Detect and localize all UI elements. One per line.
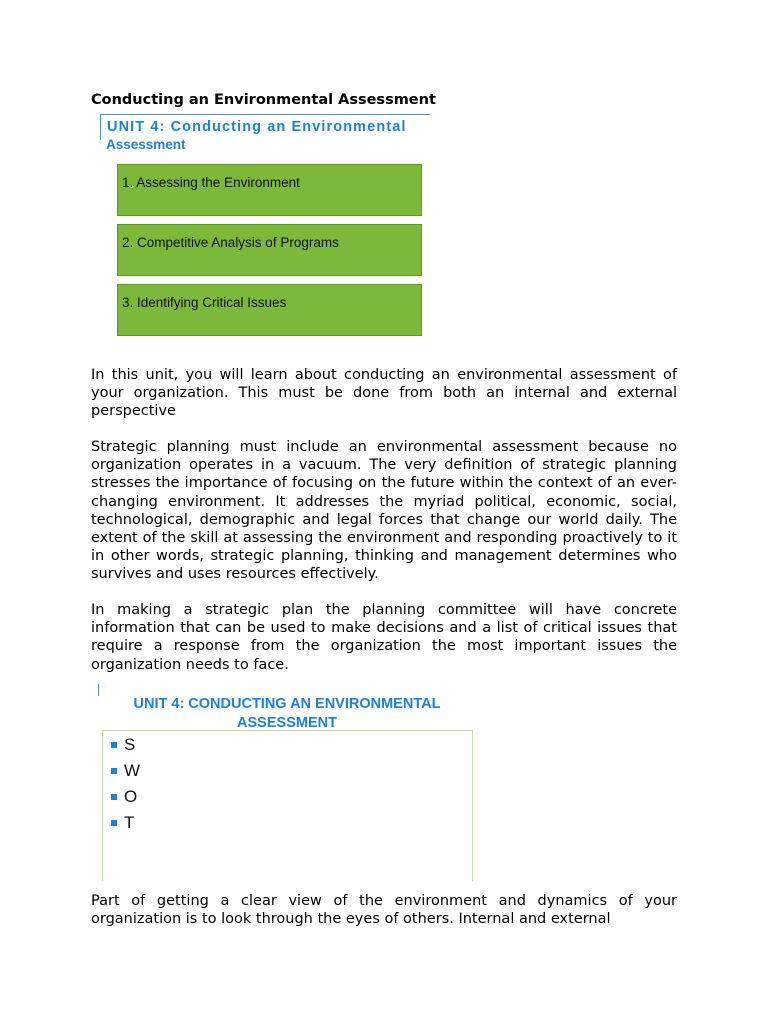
swot-content-box (102, 730, 473, 881)
outline-item-label: 1. Assessing the Environment (122, 175, 300, 190)
slide-swot (98, 680, 476, 883)
swot-bullet-o (111, 787, 137, 807)
square-bullet-icon (111, 794, 117, 800)
outline-box-assessing (117, 164, 422, 216)
paragraph-eyes-of-others: Part of getting a clear view of the environment and dynamics of your organization is to look through the eyes of others. Internal and external (91, 893, 677, 928)
swot-bullet-w (111, 761, 140, 781)
outline-item-label: 3. Identifying Critical Issues (122, 295, 287, 310)
slide-left-rule (100, 114, 101, 140)
swot-title-line1: UNIT 4: CONDUCTING AN ENVIRONMENTAL (133, 696, 441, 712)
square-bullet-icon (111, 820, 117, 826)
document-heading: Conducting an Environmental Assessment (91, 92, 436, 108)
swot-bullet-label: T (124, 813, 135, 832)
outline-box-critical (117, 284, 422, 336)
swot-slide-title (98, 695, 476, 733)
swot-bullet-label: W (124, 761, 141, 780)
square-bullet-icon (111, 742, 117, 748)
swot-bullet-label: O (124, 787, 138, 806)
outline-box-competitive (117, 224, 422, 276)
swot-bullet-s (111, 735, 135, 755)
slide-title-line1: UNIT 4: Conducting an Environmental (107, 119, 407, 135)
swot-bullet-t (111, 813, 134, 833)
outline-item-label: 2. Competitive Analysis of Programs (122, 235, 339, 250)
paragraph-intro: In this unit, you will learn about conducting an environmental assessment of your organization. This must be done from both an internal and external perspective (91, 367, 677, 420)
slide-unit4-outline (100, 114, 430, 346)
swot-bullet-label: S (124, 735, 136, 754)
paragraph-strategic-planning: Strategic planning must include an environmental assessment because no organization operates in a vacuum. The very definition of strategic planning stresses the importance of focusing on the future within the context of an ever-changing environment. It addresses the myriad political, economic, social, technological, demographic and legal forces that change our world daily. The extent of the skill at assessing the environment and responding proactively to it in other words, strategic planning, thinking and management determines who survives and uses resources effectively. (91, 439, 677, 583)
slide-top-rule (100, 114, 430, 115)
slide-title-line2: Assessment (106, 137, 186, 152)
square-bullet-icon (111, 768, 117, 774)
paragraph-planning-committee: In making a strategic plan the planning committee will have concrete information that can be used to make decisions and a list of critical issues that require a response from the organization the most important issues the organization needs to face. (91, 602, 677, 673)
swot-title-line2: ASSESSMENT (237, 715, 337, 731)
